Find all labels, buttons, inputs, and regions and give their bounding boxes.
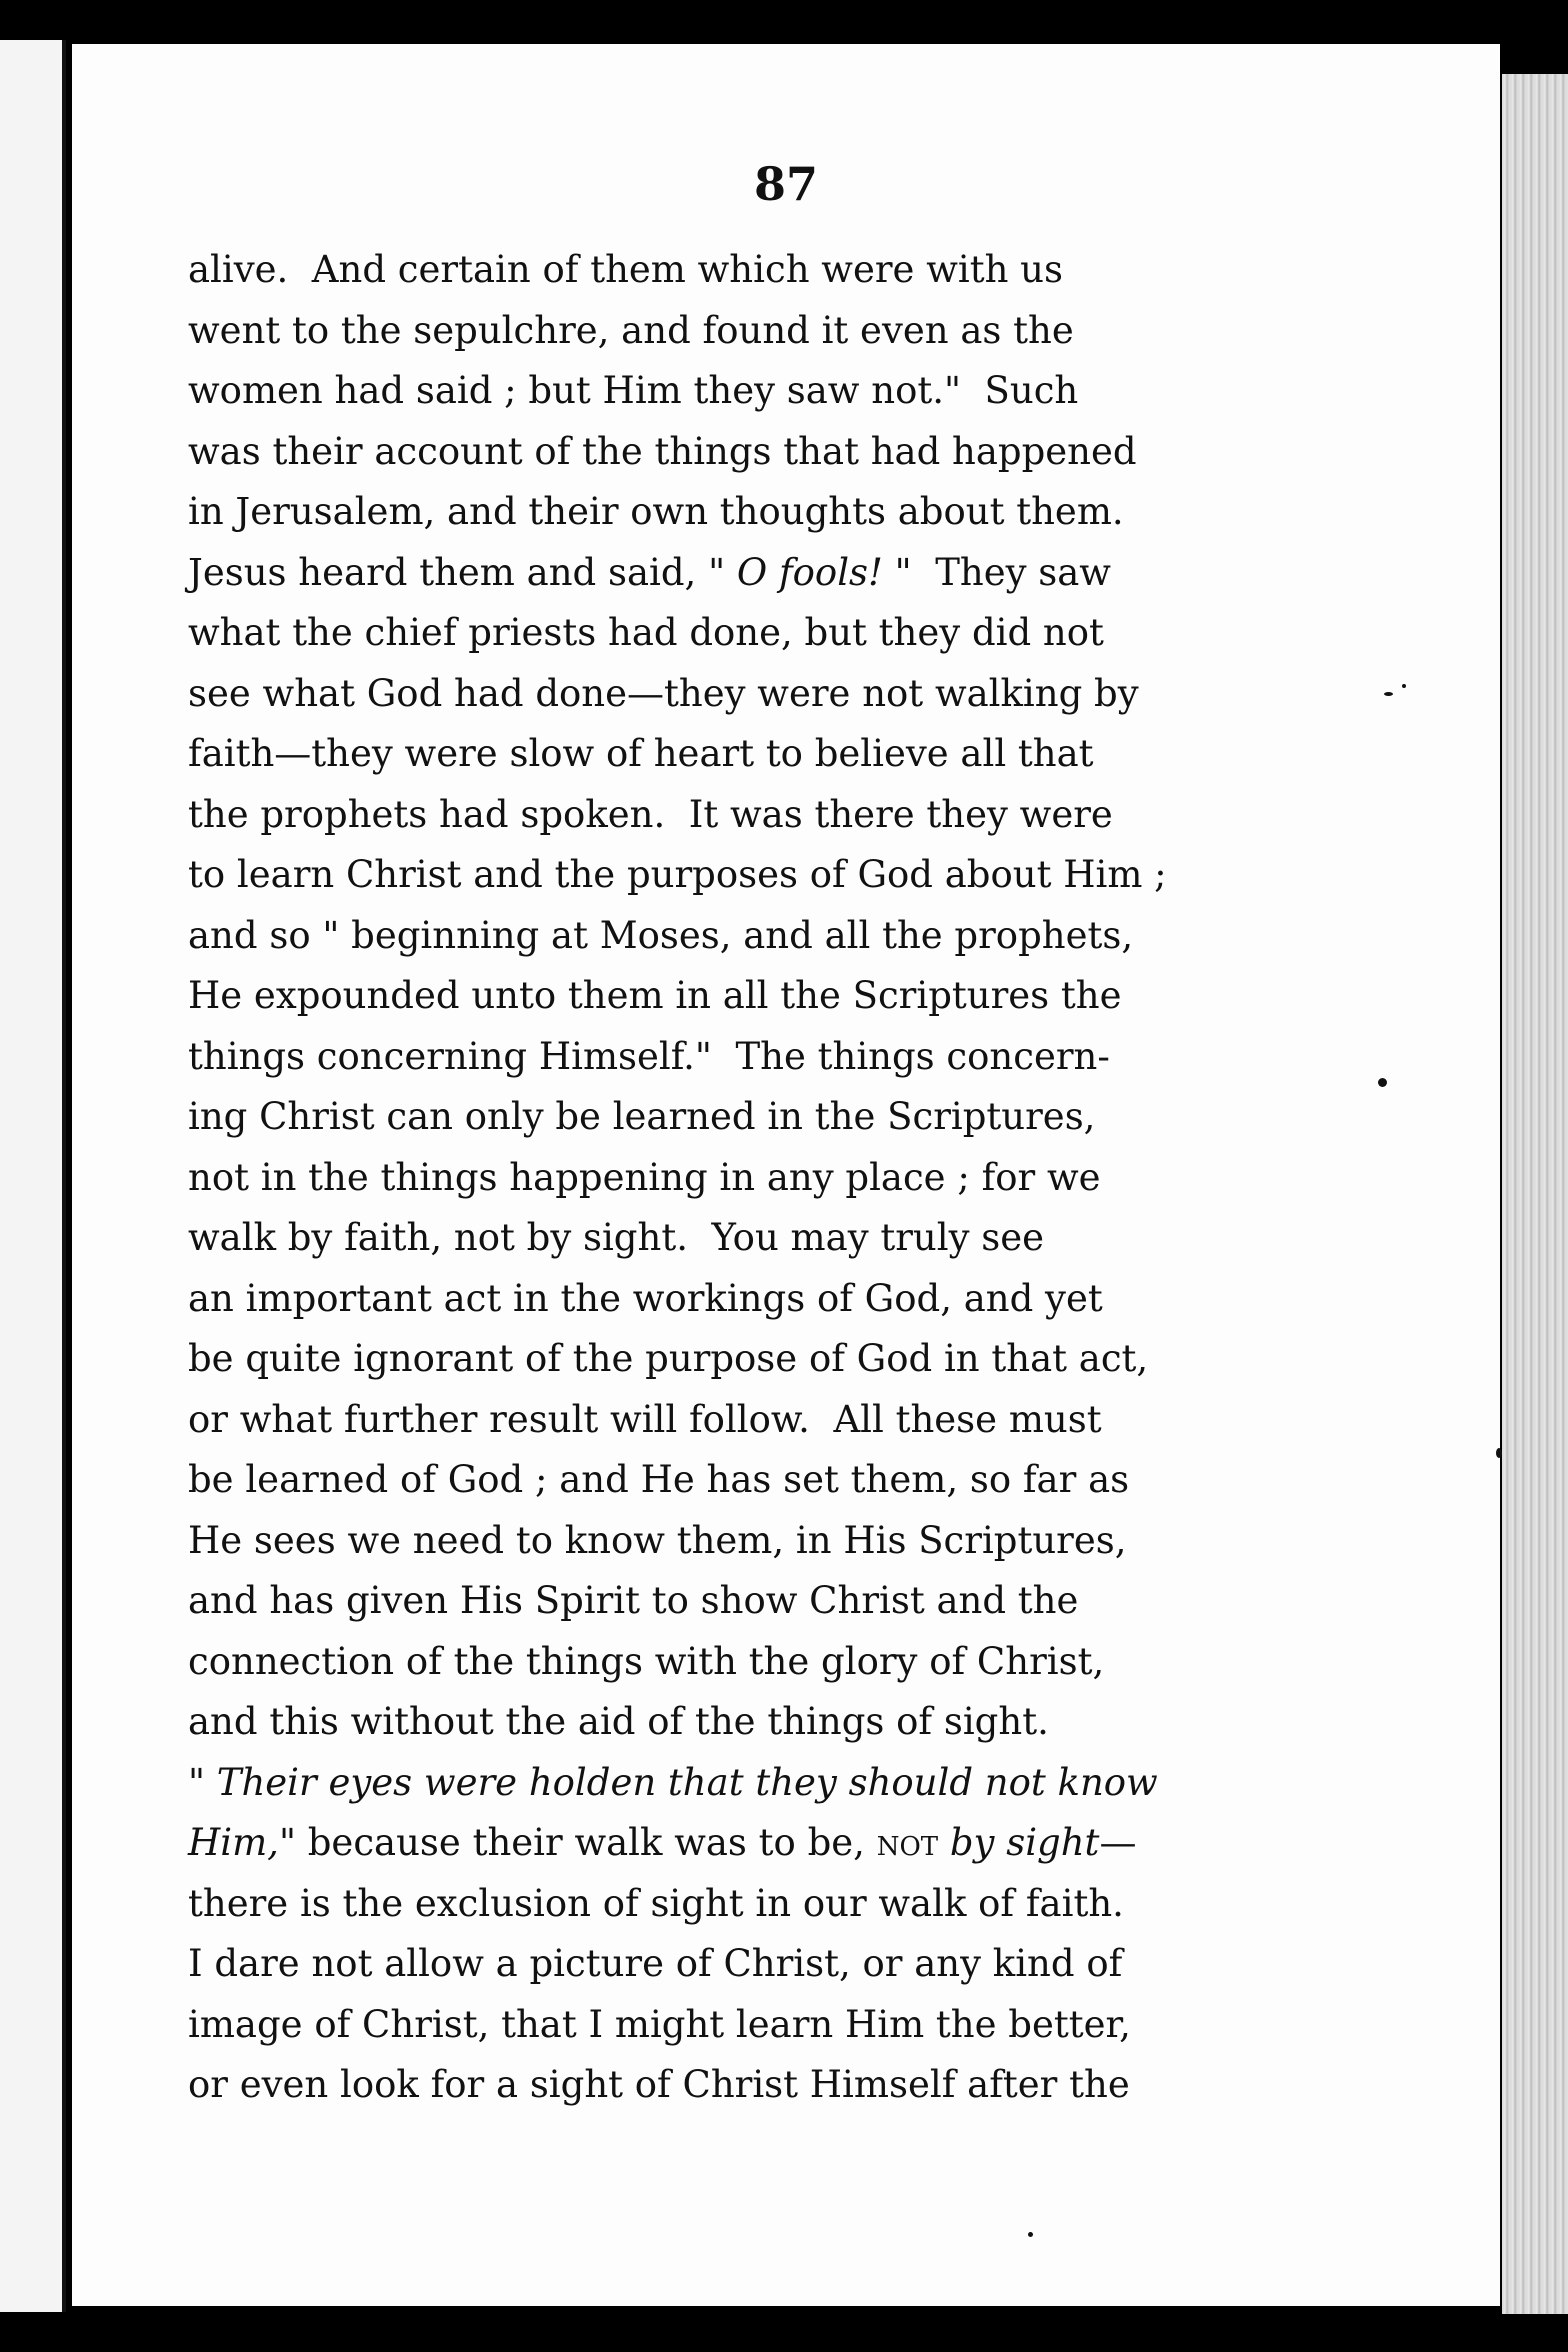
ink-speck <box>1028 2232 1033 2237</box>
text-run: be learned of God ; and He has set them, so far as <box>188 1458 1130 1501</box>
text-run: things concerning Himself." The things concern- <box>188 1034 1110 1078</box>
text-line <box>188 1632 1374 1693</box>
text-line <box>188 1329 1374 1390</box>
text-run: was their account of the things that had happened <box>188 429 1137 473</box>
text-run: what the chief priests had done, but they did not <box>188 611 1104 654</box>
text-run: Their eyes were holden that they should not know <box>216 1760 1158 1804</box>
text-line <box>188 1087 1374 1148</box>
text-run: went to the sepulchre, and found it even as the <box>188 308 1074 352</box>
text-line <box>188 1995 1374 2056</box>
text-run: O fools! <box>736 550 883 594</box>
text-run: alive. And certain of them which were with us <box>188 248 1063 291</box>
text-run: He expounded unto them in all the Scriptures the <box>188 974 1122 1017</box>
text-line <box>188 240 1374 301</box>
text-run: or what further result will follow. All these must <box>188 1397 1102 1441</box>
text-line <box>188 1148 1374 1209</box>
text-run: an important act in the workings of God, and yet <box>188 1276 1103 1320</box>
text-run: " because their walk was to be, <box>278 1821 877 1864</box>
text-run: " <box>188 1760 217 1804</box>
text-line <box>188 1269 1374 1330</box>
text-line <box>188 906 1374 967</box>
text-run: the prophets had spoken. It was there they were <box>188 792 1113 836</box>
text-run: in Jerusalem, and their own thoughts about them. <box>188 490 1124 533</box>
text-line <box>188 724 1374 785</box>
text-line <box>188 1208 1374 1269</box>
text-line <box>188 845 1374 906</box>
text-run: there is the exclusion of sight in our walk of faith. <box>188 1881 1124 1925</box>
page-stack-edge <box>1502 74 1568 2314</box>
book-page <box>72 44 1500 2306</box>
text-run: — <box>1099 1821 1137 1864</box>
body-text <box>188 240 1374 2116</box>
facing-page-edge <box>0 40 66 2312</box>
text-line <box>188 1874 1374 1935</box>
text-run: be quite ignorant of the purpose of God in that act, <box>188 1337 1149 1380</box>
ink-speck <box>1402 684 1406 688</box>
text-run: or even look for a sight of Christ Himself after the <box>188 2063 1130 2106</box>
text-run: image of Christ, that I might learn Him the better, <box>188 2002 1131 2046</box>
text-line <box>188 543 1374 604</box>
text-line <box>188 1753 1374 1814</box>
text-run: to learn Christ and the purposes of God about Him ; <box>188 853 1167 896</box>
text-run: Him, <box>188 1821 279 1864</box>
ink-speck <box>1378 1078 1387 1087</box>
text-run: walk by faith, not by sight. You may truly see <box>188 1216 1045 1259</box>
text-line <box>188 1511 1374 1572</box>
text-line <box>188 1390 1374 1451</box>
ink-speck <box>1384 692 1393 696</box>
text-run: women had said ; but Him they saw not." Such <box>188 369 1079 412</box>
text-line <box>188 1934 1374 1995</box>
text-run: ing Christ can only be learned in the Scriptures, <box>188 1095 1096 1138</box>
text-run: Jesus heard them and said, " <box>188 550 737 594</box>
text-run: I dare not allow a picture of Christ, or any kind of <box>188 1942 1123 1985</box>
text-run: " They saw <box>882 550 1111 594</box>
text-line <box>188 785 1374 846</box>
text-run: and has given His Spirit to show Christ and the <box>188 1579 1079 1622</box>
text-line <box>188 2055 1374 2116</box>
text-line <box>188 1027 1374 1088</box>
text-line <box>188 361 1374 422</box>
text-line <box>188 603 1374 664</box>
text-line <box>188 1571 1374 1632</box>
text-line <box>188 1813 1374 1874</box>
text-run: by sight <box>949 1821 1100 1864</box>
text-run: not <box>876 1821 939 1864</box>
text-run <box>938 1821 950 1864</box>
text-line <box>188 301 1374 362</box>
page-number: 87 <box>753 157 818 211</box>
text-run: faith—they were slow of heart to believe all that <box>188 732 1094 775</box>
text-run: see what God had done—they were not walking by <box>188 671 1139 715</box>
text-line <box>188 422 1374 483</box>
text-line <box>188 966 1374 1027</box>
text-run: He sees we need to know them, in His Scriptures, <box>188 1518 1127 1562</box>
text-line <box>188 1692 1374 1753</box>
text-line <box>188 664 1374 725</box>
text-line <box>188 1450 1374 1511</box>
text-run: not in the things happening in any place ; for we <box>188 1155 1101 1199</box>
text-run: and so " beginning at Moses, and all the prophets, <box>188 913 1134 957</box>
text-line <box>188 482 1374 543</box>
text-run: and this without the aid of the things of sight. <box>188 1700 1049 1743</box>
text-run: connection of the things with the glory of Christ, <box>188 1639 1105 1683</box>
